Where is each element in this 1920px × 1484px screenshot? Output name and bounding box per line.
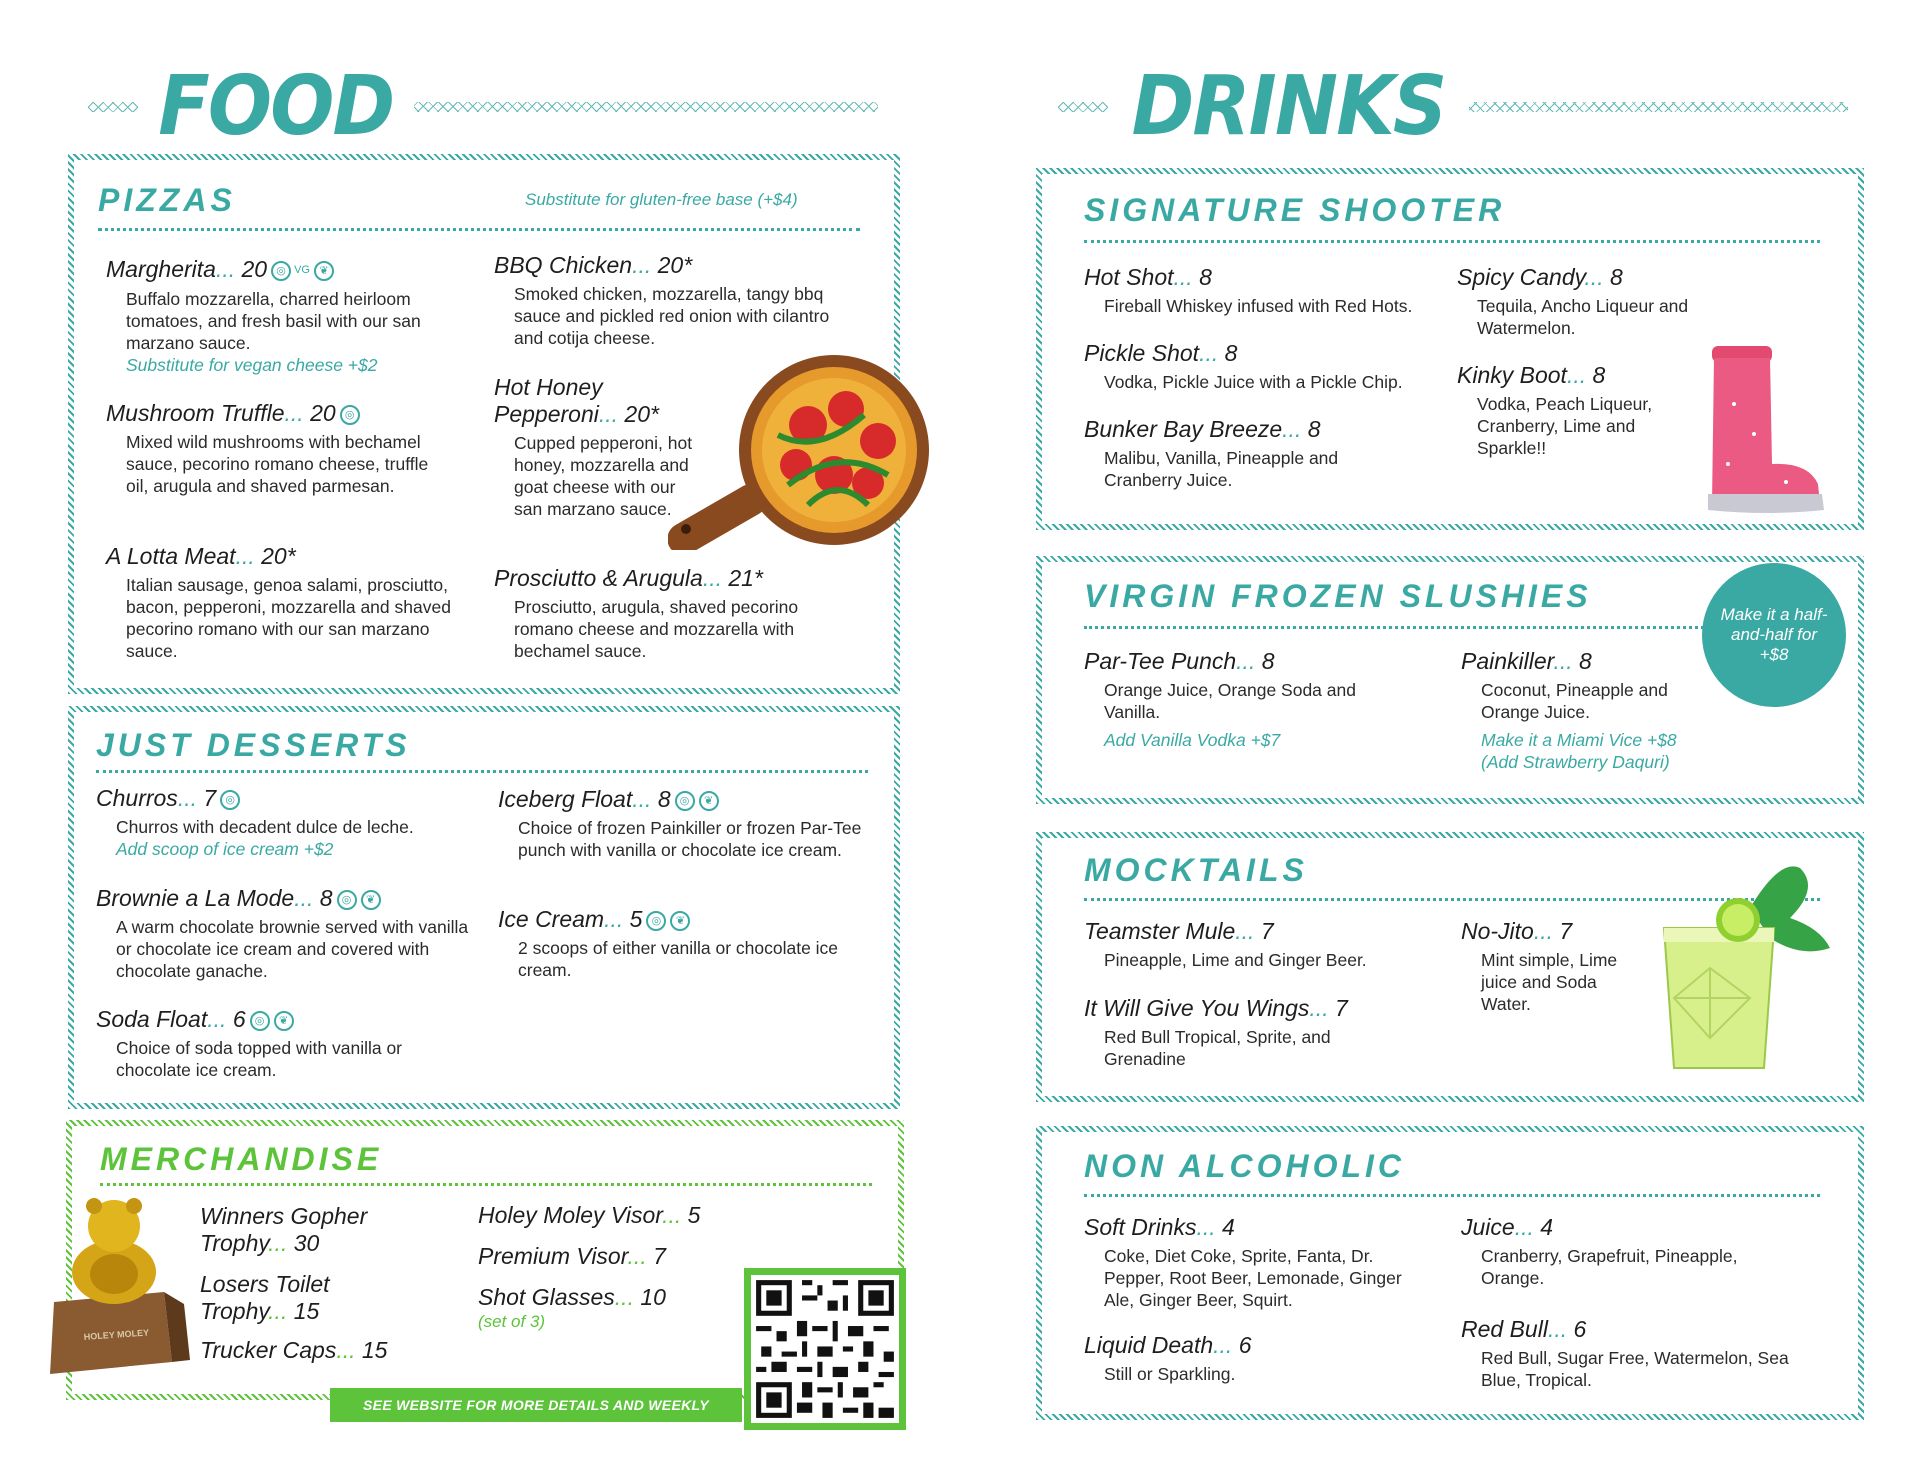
merch-item: Trucker Caps... 15 [200,1337,388,1363]
item-description: Cranberry, Grapefruit, Pineapple, Orange. [1481,1246,1738,1288]
item-description: Vodka, Pickle Juice with a Pickle Chip. [1104,372,1403,392]
item-name: Kinky Boot [1457,362,1567,388]
menu-item: Red Bull... 6 Red Bull, Sugar Free, Watermelon, Sea Blue, Tropical. [1461,1316,1821,1391]
item-name: Shot Glasses [478,1284,615,1310]
item-addon: Substitute for vegan cheese +$2 [126,355,378,376]
item-price: 7 [653,1243,666,1269]
item-price: 20* [624,401,659,427]
nonalc-title: NON ALCOHOLIC [1084,1148,1406,1184]
menu-item: It Will Give You Wings... 7 Red Bull Tropical, Sprite, and Grenadine [1084,995,1464,1070]
item-price: 4 [1540,1214,1554,1240]
item-price: 8 [1579,648,1592,674]
menu-item: Bunker Bay Breeze... 8 Malibu, Vanilla, Pineapple and Cranberry Juice. [1084,416,1454,491]
menu-item: Margherita... 20 ◎ VG ❦ Buffalo mozzarella, charred heirloom tomatoes, and fresh basil with our san marzano sauce. Substitute for vegan cheese +$2 [106,256,486,376]
website-promo-link[interactable]: SEE WEBSITE FOR MORE DETAILS AND WEEKLY PROMOTIONS [330,1388,742,1422]
item-price: 8 [1592,362,1606,388]
sparkle [1752,432,1756,436]
item-price: 6 [232,1006,246,1032]
item-price: 20* [657,252,693,278]
lime-inner [1722,904,1754,936]
gluten-free-icon: ❦ [274,1011,294,1031]
item-description: Malibu, Vanilla, Pineapple and Cranberry Juice. [1104,448,1339,490]
item-price: 8 [1307,416,1321,442]
tomato [860,423,896,459]
food-title: FOOD [158,59,394,154]
sparkle [1726,462,1730,466]
item-addon: (Add Strawberry Daquri) [1481,752,1670,772]
gluten-free-icon: ❦ [361,890,381,910]
menu-item: BBQ Chicken... 20* Smoked chicken, mozzarella, tangy bbq sauce and pickled red onion with cilantro and cotija cheese. [494,252,874,349]
item-name: Soft Drinks [1084,1214,1197,1240]
mojito-illustration [1650,848,1840,1078]
menu-item: Churros... 7 ◎ Churros with decadent dulce de leche. Add scoop of ice cream +$2 [96,785,476,860]
item-description: Buffalo mozzarella, charred heirloom tomatoes, and fresh basil with our san marzano sauce. [126,289,421,354]
header-deco [88,102,138,112]
boot-body [1712,358,1820,504]
menu-item: Hot Honey Pepperoni... 20* Cupped pepperoni, hot honey, mozzarella and goat cheese with our san marzano sauce. [494,374,693,519]
item-name: Mushroom Truffle [106,400,285,426]
item-description: Mixed wild mushrooms with bechamel sauce, pecorino romano cheese, truffle oil, arugula and shaved parmesan. [126,432,429,496]
shooter-divider [1084,240,1820,243]
menu-item: Hot Shot... 8 Fireball Whiskey infused with Red Hots. [1084,264,1454,317]
item-price: 6 [1238,1332,1252,1358]
shooter-title: SIGNATURE SHOOTER [1084,192,1506,228]
gopher-trophy-illustration [44,1192,194,1380]
item-name: Liquid Death [1084,1332,1214,1358]
leaf-icon: ❦ [314,261,334,281]
item-name: A Lotta Meat [106,543,236,569]
item-description: Smoked chicken, mozzarella, tangy bbq sauce and pickled red onion with cilantro and cotija cheese. [514,284,830,348]
item-name: Prosciutto & Arugula [494,565,703,591]
menu-item: Brownie a La Mode... 8 ◎ ❦ A warm chocolate brownie served with vanilla or chocolate ice cream and covered with chocolate ganache. [96,885,496,982]
merch-item: Premium Visor... 7 [478,1243,666,1269]
item-description: Mint simple, Lime juice and Soda Water. [1481,950,1618,1014]
slushies-title: VIRGIN FROZEN SLUSHIES [1084,578,1592,614]
sparkle [1784,480,1788,484]
item-price: 8 [1199,264,1212,290]
menu-item: Prosciutto & Arugula... 21* Prosciutto, arugula, shaved pecorino romano cheese and mozzarella with bechamel sauce. [494,565,894,662]
item-description: Coke, Diet Coke, Sprite, Fanta, Dr. Pepper, Root Beer, Lemonade, Ginger Ale, Ginger Beer, Squirt. [1104,1246,1402,1310]
item-name: Ice Cream [498,906,605,932]
item-price: 7 [1559,918,1573,944]
gluten-free-icon: ❦ [699,791,719,811]
item-price: 8 [1224,340,1238,366]
item-description: Tequila, Ancho Liqueur and Watermelon. [1477,296,1689,338]
golf-ball [90,1254,138,1294]
item-name: Hot Honey Pepperoni [494,374,603,427]
item-description: Italian sausage, genoa salami, prosciutto, bacon, pepperoni, mozzarella and shaved pecorino romano with our san marzano sauce. [126,575,451,661]
item-name: Churros [96,785,178,811]
item-price: 7 [1260,918,1274,944]
item-price: 15 [293,1298,320,1324]
menu-item: Soda Float... 6 ◎ ❦ Choice of soda topped with vanilla or chocolate ice cream. [96,1006,476,1081]
menu-item: Soft Drinks... 4 Coke, Diet Coke, Sprite, Fanta, Dr. Pepper, Root Beer, Lemonade, Ginger Ale, Ginger Beer, Squirt. [1084,1214,1444,1311]
item-name: Juice [1461,1214,1515,1240]
menu-item: Iceberg Float... 8 ◎ ❦ Choice of frozen Painkiller or frozen Par-Tee punch with vanilla or chocolate ice cream. [498,786,888,861]
half-and-half-badge [1702,563,1846,707]
merch-item: Shot Glasses... 10 [478,1284,666,1310]
item-description: Red Bull, Sugar Free, Watermelon, Sea Blue, Tropical. [1481,1348,1789,1390]
item-description: A warm chocolate brownie served with vanilla or chocolate ice cream and covered with chocolate ganache. [116,917,469,981]
pizzas-divider [98,228,860,231]
item-name: Brownie a La Mode [96,885,295,911]
item-description: Vodka, Peach Liqueur, Cranberry, Lime and Sparkle!! [1477,394,1653,458]
desserts-title: JUST DESSERTS [96,727,411,763]
item-description: Choice of frozen Painkiller or frozen Par-Tee punch with vanilla or chocolate ice cream. [518,818,862,860]
item-name: Losers Toilet Trophy [200,1271,330,1324]
item-description: Pineapple, Lime and Ginger Beer. [1104,950,1367,970]
item-name: Soda Float [96,1006,208,1032]
header-deco [1469,102,1848,112]
paddle-hole [681,524,691,534]
boot-sole [1708,494,1824,513]
item-name: Trucker Caps [200,1337,337,1363]
merch-item: Losers Toilet Trophy... 15 [200,1271,330,1324]
pizza-illustration [668,355,930,550]
item-price: 8 [319,885,333,911]
item-price: 20 [310,400,336,426]
item-price: 7 [203,785,217,811]
qr-finder [756,1382,792,1418]
item-price: 8 [1609,264,1623,290]
sparkle [1732,402,1736,406]
merch-subnote: (set of 3) [478,1312,546,1331]
item-description: Red Bull Tropical, Sprite, and Grenadine [1104,1027,1331,1069]
item-price: 8 [657,786,671,812]
item-description: Prosciutto, arugula, shaved pecorino romano cheese and mozzarella with bechamel sauce. [514,597,799,661]
vegetarian-icon: ◎ [675,791,695,811]
menu-item: Teamster Mule... 7 Pineapple, Lime and Ginger Beer. [1084,918,1464,971]
qr-finder [756,1280,792,1316]
item-name: Red Bull [1461,1316,1548,1342]
item-name: No-Jito [1461,918,1534,944]
boot-glass-illustration [1698,344,1828,516]
vegetarian-icon: ◎ [337,890,357,910]
badge-text: Make it a half-and-half for +$8 [1720,605,1828,664]
food-header [88,59,878,154]
trophy-label: HOLEY MOLEY [83,1327,150,1342]
vegetarian-icon: ◎ [250,1011,270,1031]
item-name: Iceberg Float [498,786,633,812]
item-price: 8 [1261,648,1275,674]
item-description: Choice of soda topped with vanilla or chocolate ice cream. [116,1038,403,1080]
item-price: 15 [361,1337,388,1363]
item-price: 20 [241,256,268,282]
item-name: Teamster Mule [1084,918,1236,944]
qr-finder [858,1280,894,1316]
item-description: Cupped pepperoni, hot honey, mozzarella and goat cheese with our san marzano sauce. [514,433,693,519]
nonalc-divider [1084,1194,1820,1197]
gluten-free-note: Substitute for gluten-free base (+$4) [525,190,798,209]
qr-code[interactable] [744,1268,906,1430]
item-name: Bunker Bay Breeze [1084,416,1283,442]
header-deco [414,102,879,112]
qr-pattern [751,1275,899,1423]
item-price: 6 [1573,1316,1587,1342]
item-name: Painkiller [1461,648,1554,674]
item-price: 7 [1334,995,1348,1021]
item-name: Hot Shot [1084,264,1174,290]
merch-item: Winners Gopher Trophy... 30 [200,1203,368,1256]
item-name: It Will Give You Wings [1084,995,1310,1021]
item-price: 4 [1222,1214,1235,1240]
menu-item: Spicy Candy... 8 Tequila, Ancho Liqueur and Watermelon. [1457,264,1757,339]
pizzas-title: PIZZAS [98,182,236,218]
menu-item: Juice... 4 Cranberry, Grapefruit, Pineapple, Orange. [1461,1214,1821,1289]
menu-item: Painkiller... 8 Coconut, Pineapple and Orange Juice. Make it a Miami Vice +$8 (Add Strawberry Daquri) [1461,648,1721,773]
item-description: 2 scoops of either vanilla or chocolate ice cream. [518,938,839,980]
item-name: Margherita [106,256,216,282]
header-deco [1058,102,1108,112]
merch-divider [100,1183,872,1186]
item-price: 5 [687,1202,701,1228]
item-addon: Add scoop of ice cream +$2 [116,839,334,859]
item-name: Winners Gopher Trophy [200,1203,368,1256]
menu-item: Pickle Shot... 8 Vodka, Pickle Juice with a Pickle Chip. [1084,340,1454,393]
merch-title: MERCHANDISE [100,1141,383,1177]
item-addon: Make it a Miami Vice +$8 [1481,730,1677,750]
drinks-header [1058,59,1848,154]
vegetarian-icon: ◎ [220,790,240,810]
item-name: Par-Tee Punch [1084,648,1237,674]
gopher-ear [126,1198,142,1214]
item-description: Orange Juice, Orange Soda and Vanilla. [1104,680,1356,722]
menu-item: Kinky Boot... 8 Vodka, Peach Liqueur, Cranberry, Lime and Sparkle!! [1457,362,1677,459]
item-description: Churros with decadent dulce de leche. [116,817,414,837]
item-addon: Add Vanilla Vodka +$7 [1104,730,1281,750]
slushies-divider [1084,626,1704,629]
gluten-free-icon: ❦ [670,911,690,931]
item-price: 21* [728,565,763,591]
item-price: 10 [640,1284,666,1310]
item-price: 5 [629,906,643,932]
mocktails-title: MOCKTAILS [1084,852,1308,888]
vegetarian-icon: ◎ [271,261,291,281]
item-name: Spicy Candy [1457,264,1585,290]
item-name: BBQ Chicken [494,252,633,278]
item-description: Fireball Whiskey infused with Red Hots. [1104,296,1413,316]
item-price: 20* [261,543,296,569]
menu-item: Mushroom Truffle... 20 ◎ Mixed wild mushrooms with bechamel sauce, pecorino romano cheese, truffle oil, arugula and shaved parmesan. [106,400,486,497]
menu-item: A Lotta Meat... 20* Italian sausage, genoa salami, prosciutto, bacon, pepperoni, mozzarella and shaved pecorino romano with our san marzano sauce. [106,543,486,662]
vegetarian-icon: ◎ [646,911,666,931]
merch-item: Holey Moley Visor... 5 [478,1202,701,1228]
menu-item: No-Jito... 7 Mint simple, Lime juice and Soda Water. [1461,918,1661,1015]
item-description: Coconut, Pineapple and Orange Juice. [1481,680,1668,722]
item-name: Pickle Shot [1084,340,1200,366]
menu-item: Liquid Death... 6 Still or Sparkling. [1084,1332,1444,1385]
gopher-ear [86,1198,102,1214]
menu-item: Par-Tee Punch... 8 Orange Juice, Orange Soda and Vanilla. Add Vanilla Vodka +$7 [1084,648,1424,751]
vegan-icon: VG [294,264,310,277]
item-name: Holey Moley Visor [478,1202,663,1228]
item-name: Premium Visor [478,1243,628,1269]
item-description: Still or Sparkling. [1104,1364,1236,1384]
vegetarian-icon: ◎ [340,405,360,425]
menu-item: Ice Cream... 5 ◎ ❦ 2 scoops of either vanilla or chocolate ice cream. [498,906,888,981]
desserts-divider [96,770,868,773]
item-price: 30 [293,1230,320,1256]
drinks-title: DRINKS [1131,59,1446,154]
